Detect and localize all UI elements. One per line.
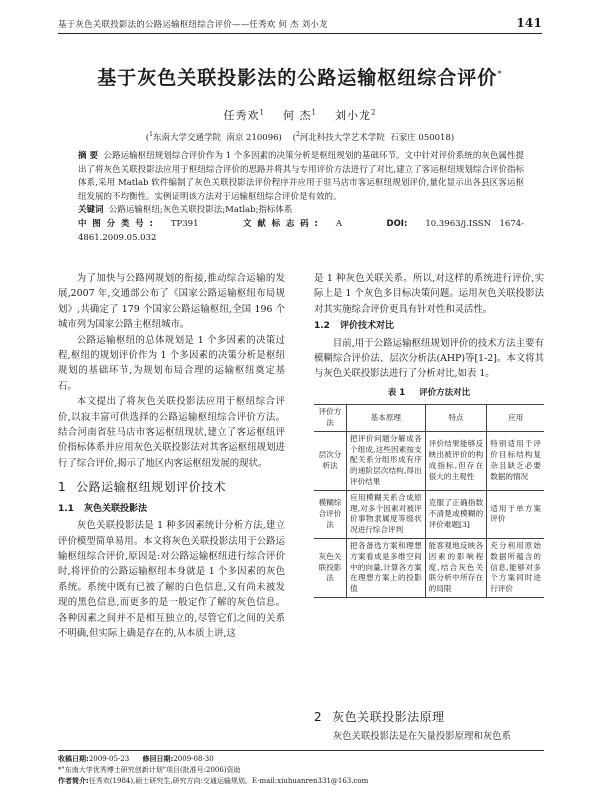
classification-row xyxy=(78,218,524,245)
section-number: 1 xyxy=(58,480,67,495)
doi-label: DOI: xyxy=(386,218,408,229)
table-cell-principle: 应用模糊关系合成原理,对多个因素对被评价事物隶属度等级状况进行综合评判 xyxy=(347,490,426,538)
running-header xyxy=(58,17,542,34)
section-heading-1-2 xyxy=(314,319,544,334)
keywords-label: 关键词 xyxy=(78,205,104,216)
abstract xyxy=(78,150,524,204)
table-cell-feature: 克服了正确指数不清楚或模糊的评价难题[3] xyxy=(425,490,487,538)
section-heading-2 xyxy=(314,710,544,725)
body-paragraph: 目前,用于公路运输枢纽规划评价的技术方法主要有模糊综合评价法、层次分析法(AHP)等[1-2]。本文将其与灰色关联投影法进行了分析对比,如表 1。 xyxy=(314,337,544,380)
table-cell-principle: 把评价问题分解成各个组成,这些因素按支配关系分组形成有序的递阶层次结构,得出评价结果 xyxy=(347,431,426,490)
received-date: 2009-05-23 xyxy=(88,755,130,763)
table-header-cell: 特点 xyxy=(425,405,487,432)
intro-paragraph: 公路运输枢纽的总体规划是 1 个多因素的决策过程,枢纽的规划评价作为 1 个多因素的决策分析是枢纽规划的基础环节,为规划布局合理的运输枢纽奠定基石。 xyxy=(58,334,285,392)
footnote-fund: *"东南大学优秀博士研究创新计划"项目(批准号:2006)资助 xyxy=(58,766,241,775)
keywords-text: 公路运输枢纽;灰色关联投影法;Matlab;指标体系 xyxy=(108,205,293,216)
revised-label: 修回日期: xyxy=(142,755,174,763)
abstract-label: 摘 要 xyxy=(78,151,99,161)
table-cell-application: 充分利用原始数据所蕴含的信息,能够对多个方案同时进行评价 xyxy=(487,539,544,598)
paper-title xyxy=(40,63,560,90)
table-header-cell: 基本原理 xyxy=(347,405,426,432)
doc-code-label: 文献标志码: xyxy=(243,218,318,229)
section-heading-1 xyxy=(58,480,285,495)
comparison-table xyxy=(314,404,544,598)
affiliations: ($^1$东南大学交通学院 南京 210096) ($^2$河北科技大学艺术学院 石家庄 050018) xyxy=(145,131,455,143)
revised-date: 2009-08-30 xyxy=(173,755,214,763)
section-2-start xyxy=(314,710,544,745)
keywords xyxy=(78,204,524,218)
table-cell-application: 特别适用于评价目标结构复杂且缺乏必要数据的情况 xyxy=(487,431,544,490)
table-number: 表 1 xyxy=(387,387,406,398)
table-cell-method: 模糊综合评价法 xyxy=(314,490,347,538)
author-affil-mark: 1 xyxy=(311,108,317,117)
body-paragraph: 灰色关联投影法是在矢量投影原理和灰色系 xyxy=(332,731,511,743)
author-list xyxy=(40,107,560,123)
table-row xyxy=(314,490,544,538)
section-title: 灰色关联投影法 xyxy=(83,503,147,514)
clc-label: 中图分类号: xyxy=(78,218,153,229)
affil-mark: 1 xyxy=(149,131,153,139)
affil-city: 南京 210096 xyxy=(226,133,279,143)
received-label: 收稿日期: xyxy=(58,755,89,763)
section-title: 灰色关联投影法原理 xyxy=(332,710,445,724)
running-header-text: 基于灰色关联投影法的公路运输枢纽综合评价——任秀欢 何 杰 刘小龙 xyxy=(58,20,328,30)
affil-city: 石家庄 050018 xyxy=(390,133,451,143)
table-title: 评价方法对比 xyxy=(419,387,471,398)
body-paragraph: 灰色关联投影法是 1 种多因素统计分析方法,建立评价模型简单易用。本文将灰色关联投影法用于公路运输枢纽综合评价,原因是:对公路运输枢纽进行综合评价时,将评价的公路运输枢纽本身就是 1 个多因素的灰色系统。系统中既有已被了解的白色信息,又有尚未被发现的黑色信息,而更多的是一般定作了解的灰色信息。各种因素之间并不是相互独立的,尽管它们之间的关系不明确,但实际上确是存在的,从本质上讲,这 xyxy=(58,520,285,639)
author-bio: 任秀欢(1984),硕士研究生,研究方向:交通运输规划。E-mail:xiuhuanren331@163.com xyxy=(88,777,369,786)
author-name: 刘小龙 xyxy=(334,109,371,122)
table-header-cell: 评价方法 xyxy=(314,405,347,432)
footnotes xyxy=(58,750,544,788)
footnote-author xyxy=(58,776,544,787)
table-caption xyxy=(314,386,544,401)
table-cell-method: 灰色关联投影法 xyxy=(314,539,347,598)
author-affil-mark: 1 xyxy=(259,108,266,117)
section-number: 2 xyxy=(314,710,323,724)
intro-paragraph: 本文提出了将灰色关联投影法应用于枢纽综合评价,以寂丰富可供选择的公路运输枢纽综合评价方法。结合河南省驻马店市客运枢纽现状,建立了客运枢纽评价指标体系并应用灰色关联投影法对其客运枢纽规划进行了综合评价,揭示了地区内客运枢纽发展的现状。 xyxy=(58,396,285,469)
section-title: 公路运输枢纽规划评价技术 xyxy=(76,480,227,495)
table-header-row xyxy=(314,405,544,432)
section-number: 1.2 xyxy=(314,321,330,332)
paper-title-text: 基于灰色关联投影法的公路运输枢纽综合评价 xyxy=(97,67,498,89)
author-bio-label: 作者简介: xyxy=(58,777,89,786)
page-number: 141 xyxy=(516,16,542,30)
table-row xyxy=(314,539,544,598)
table-cell-feature: 评价结果能够反映出被评价的构成指标,但存在很大的主观性 xyxy=(425,431,487,490)
section-title: 评价技术对比 xyxy=(339,321,394,332)
table-cell-method: 层次分析法 xyxy=(314,431,347,490)
section-heading-1-1 xyxy=(58,502,285,517)
table-row xyxy=(314,431,544,490)
intro-paragraph: 为了加快与公路网规划的衔接,推动综合运输的发展,2007 年,交通部公布了《国家公路运输枢纽布局规划》,共确定了 179 个国家公路运输枢纽,全国 196 个城市列为国家公路主枢纽城市。 xyxy=(58,273,285,331)
table-header-cell: 应用 xyxy=(487,405,544,432)
right-column xyxy=(314,271,544,598)
table-cell-application: 适用于单方案评价 xyxy=(487,490,544,538)
title-footnote-mark: * xyxy=(497,69,503,80)
doi-value: 10.3963/j.ISSN 1674-4861.2009.05.032 xyxy=(78,218,525,243)
left-column xyxy=(58,271,285,641)
affil-name: 河北科技大学艺术学院 xyxy=(299,133,385,143)
table-cell-feature: 能客观地反映各因素的影响程度,结合灰色关联分析中所存在的局限 xyxy=(425,539,487,598)
affil-mark: 2 xyxy=(295,131,300,139)
clc-value: TP391 xyxy=(170,218,199,229)
section-number: 1.1 xyxy=(58,503,74,514)
author-name: 何 杰 xyxy=(283,109,312,122)
author-affil-mark: 2 xyxy=(370,108,377,117)
footnote-dates xyxy=(58,754,544,765)
body-paragraph: 是 1 种灰色关联关系。所以,对这样的系统进行评价,实际上是 1 个灰色多目标决策问题。运用灰色关联投影法对其实施综合评价更具有针对性和灵活性。 xyxy=(314,273,544,315)
abstract-block xyxy=(78,150,524,245)
doc-code-value: A xyxy=(335,218,343,229)
author-name: 任秀欢 xyxy=(223,109,260,122)
table-cell-principle: 把各备选方案和理想方案看成是多维空间中的向量,计算各方案在理想方案上的投影值 xyxy=(347,539,426,598)
abstract-text: 公路运输枢纽规划综合评价作为 1 个多因素的决策分析是枢纽规划的基础环节。文中针对评价系统的灰色属性提出了将灰色关联投影法应用于枢纽综合评价的思路并将其与专用评价方法进行了对比,建立了客运枢纽规划综合评价指标体系,采用 Matlab 软件编制了灰色关联投影法评价程序并应用于驻马店市客运枢纽规划评价,量化显示出各县区客运枢纽发展的不均衡性。实例证明该方法对于运输枢纽综合评价是有效的。 xyxy=(78,151,524,202)
affil-name: 东南大学交通学院 xyxy=(152,133,221,143)
